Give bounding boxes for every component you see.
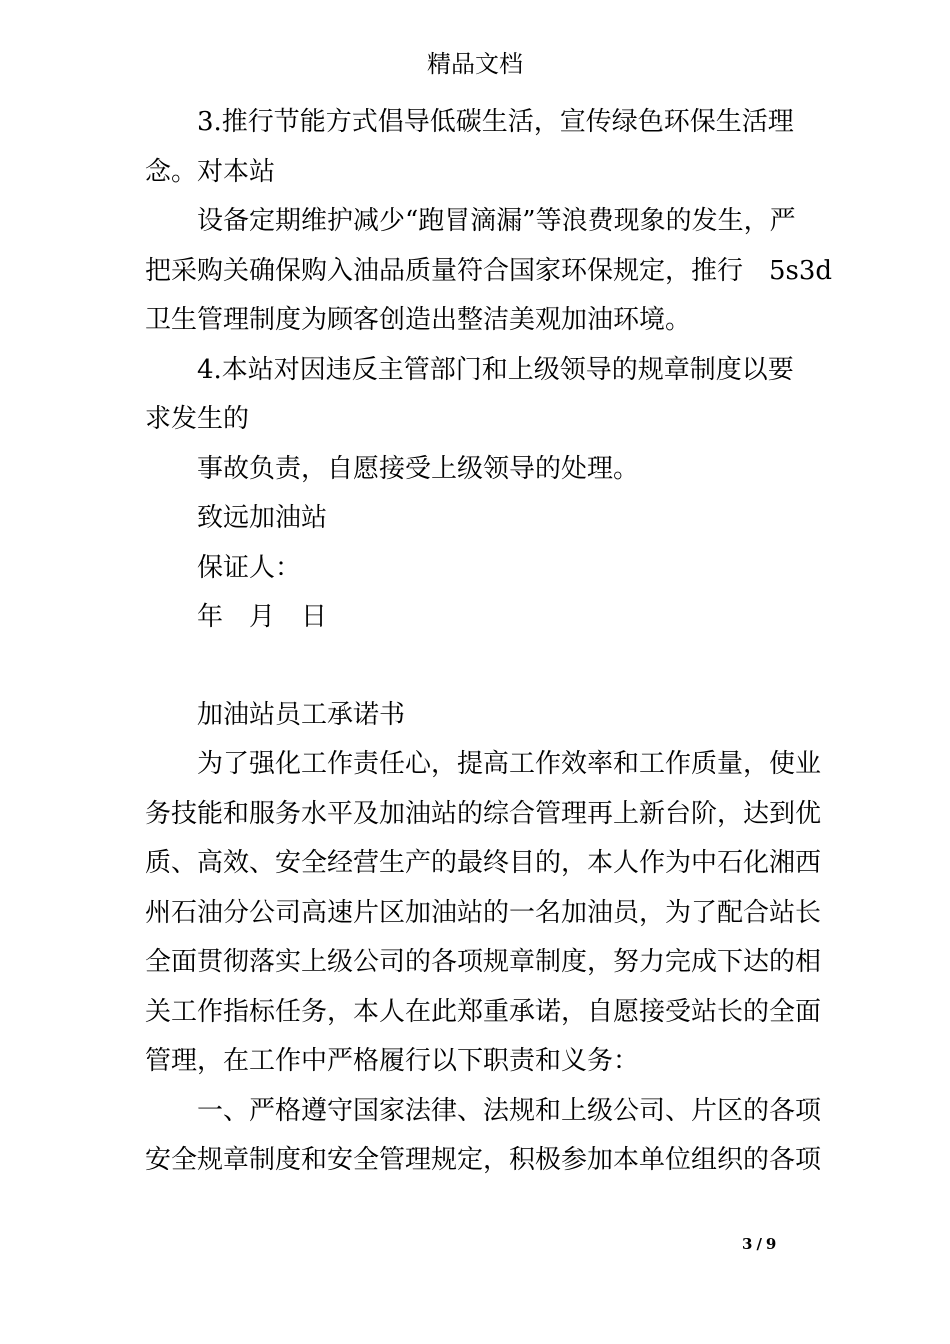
paragraph-line: 一、严格遵守国家法律、法规和上级公司、片区的各项	[197, 1095, 822, 1126]
paragraph-line: 全面贯彻落实上级公司的各项规章制度，努力完成下达的相	[145, 947, 822, 977]
paragraph-line: 3.推行节能方式倡导低碳生活，宣传绿色环保生活理	[197, 107, 794, 137]
total-pages: 9	[765, 1235, 777, 1253]
paragraph-line: 念。对本站	[145, 156, 276, 187]
paragraph-line: 求发生的	[145, 404, 250, 434]
paragraph-line: 事故负责，自愿接受上级领导的处理。	[197, 453, 640, 484]
paragraph-line: 设备定期维护减少“跑冒滴漏”等浪费现象的发生，严	[197, 206, 796, 236]
paragraph-line: 4.本站对因违反主管部门和上级领导的规章制度以要	[197, 354, 794, 385]
document-body	[145, 98, 833, 1186]
paragraph-line: 州石油分公司高速片区加油站的一名加油员，为了配合站长	[145, 897, 822, 928]
paragraph-line: 卫生管理制度为顾客创造出整洁美观加油环境。	[145, 305, 692, 335]
guarantor-label: 保证人：	[197, 552, 302, 583]
paragraph-line: 务技能和服务水平及加油站的综合管理再上新台阶，达到优	[145, 798, 822, 829]
date-label: 年 月 日	[197, 602, 328, 632]
paragraph-line: 安全规章制度和安全管理规定，积极参加本单位组织的各项	[145, 1145, 822, 1175]
page-separator: /	[756, 1235, 762, 1253]
paragraph-line: 关工作指标任务，本人在此郑重承诺，自愿接受站长的全面	[145, 996, 822, 1027]
paragraph-line: 为了强化工作责任心，提高工作效率和工作质量，使业	[197, 749, 822, 779]
station-name: 致远加油站	[197, 503, 328, 533]
paragraph-line: 把采购关确保购入油品质量符合国家环保规定，推行 5s3d	[145, 255, 833, 286]
paragraph-line: 质、高效、安全经营生产的最终目的，本人作为中石化湘西	[145, 848, 822, 878]
current-page: 3	[742, 1235, 753, 1253]
page-number	[742, 1234, 776, 1254]
section-title: 加油站员工承诺书	[197, 699, 406, 730]
paragraph-line: 管理，在工作中严格履行以下职责和义务：	[145, 1046, 640, 1076]
page-header: 精品文档	[427, 50, 523, 78]
